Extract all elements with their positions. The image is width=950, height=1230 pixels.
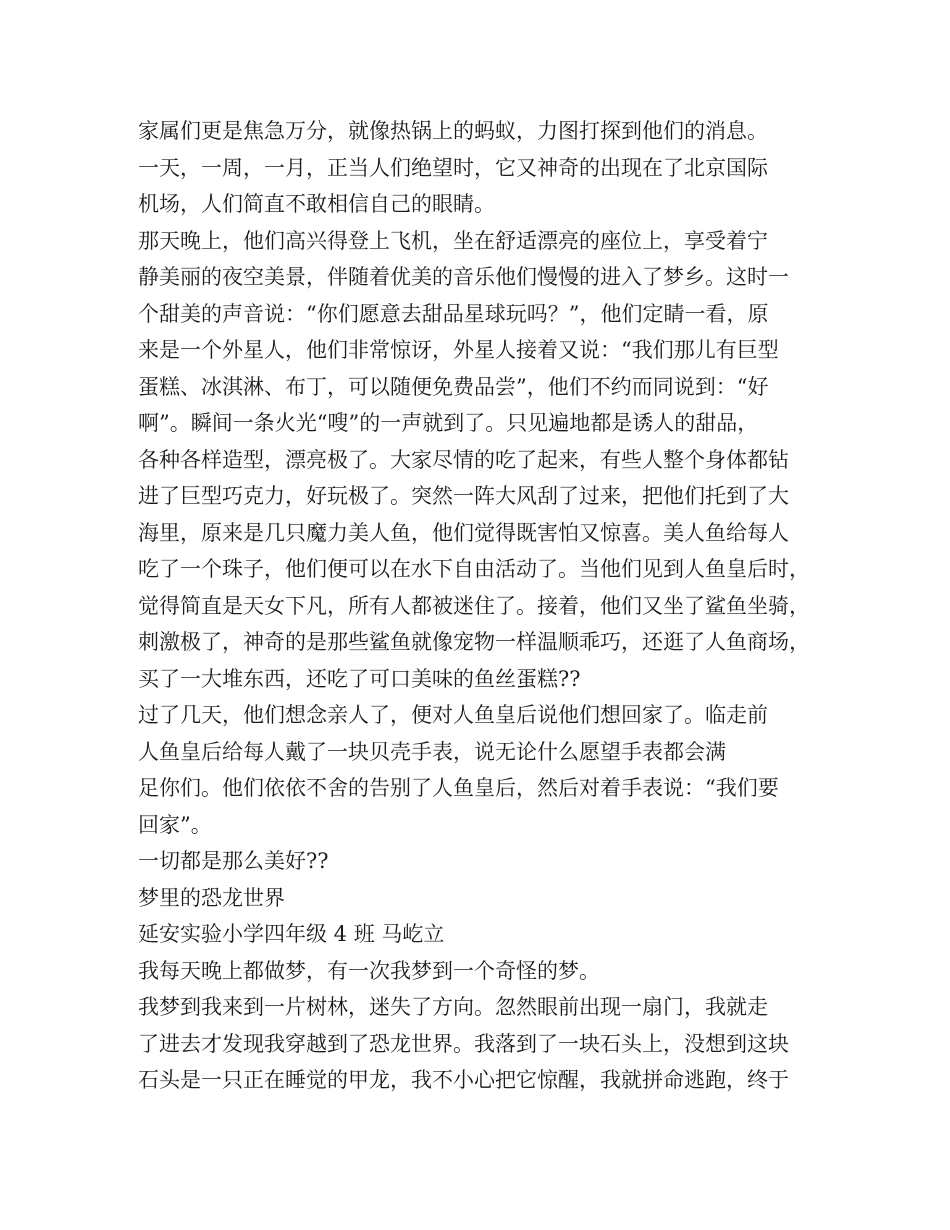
text-line: 进了巨型巧克力，好玩极了。突然一阵大风刮了过来，把他们托到了大 (138, 484, 789, 508)
text-line: 一切都是那么美好?? (138, 849, 329, 873)
text-line: 石头是一只正在睡觉的甲龙，我不小心把它惊醒，我就拼命逃跑，终于 (138, 1068, 789, 1092)
text-line: 家属们更是焦急万分，就像热锅上的蚂蚁，力图打探到他们的消息。 (138, 119, 768, 143)
text-line: 那天晚上，他们高兴得登上飞机，坐在舒适漂亮的座位上，享受着宁 (138, 228, 768, 253)
text-line: 刺激极了，神奇的是那些鲨鱼就像宠物一样温顺乖巧，还逛了人鱼商场， (138, 630, 810, 654)
text-line: 我梦到我来到一片树林，迷失了方向。忽然眼前出现一扇门，我就走 (138, 995, 768, 1019)
text-line: 个甜美的声音说：“你们愿意去甜品星球玩吗？”，他们定睛一看，原 (138, 301, 769, 326)
section-title: 梦里的恐龙世界 (138, 885, 285, 910)
text-line: 人鱼皇后给每人戴了一块贝壳手表，说无论什么愿望手表都会满 (138, 739, 726, 764)
text-line: 机场，人们简直不敢相信自己的眼睛。 (138, 192, 495, 216)
text-line: 啊”。瞬间一条火光“嗖”的一声就到了。只见遍地都是诱人的甜品， (138, 411, 759, 435)
document-body (138, 113, 838, 1099)
text-line: 吃了一个珠子，他们便可以在水下自由活动了。当他们见到人鱼皇后时， (138, 557, 810, 581)
text-line: 足你们。他们依依不舍的告别了人鱼皇后，然后对着手表说：“我们要 (138, 776, 779, 800)
text-line: 海里，原来是几只魔力美人鱼，他们觉得既害怕又惊喜。美人鱼给每人 (138, 520, 789, 545)
text-line: 了进去才发现我穿越到了恐龙世界。我落到了一块石头上，没想到这块 (138, 1031, 789, 1056)
author-line: 延安实验小学四年级 4 班 马屹立 (138, 922, 445, 946)
text-line: 我每天晚上都做梦，有一次我梦到一个奇怪的梦。 (138, 958, 600, 983)
text-line: 一天，一周，一月，正当人们绝望时，它又神奇的出现在了北京国际 (138, 155, 768, 180)
text-line: 觉得简直是天女下凡，所有人都被迷住了。接着，他们又坐了鲨鱼坐骑， (138, 593, 810, 618)
text-line: 各种各样造型，漂亮极了。大家尽情的吃了起来，有些人整个身体都钻 (138, 447, 789, 472)
text-line: 静美丽的夜空美景，伴随着优美的音乐他们慢慢的进入了梦乡。这时一 (138, 265, 789, 289)
text-line: 回家”。 (138, 812, 212, 837)
text-line: 买了一大堆东西，还吃了可口美味的鱼丝蛋糕?? (138, 666, 581, 691)
text-line: 过了几天，他们想念亲人了，便对人鱼皇后说他们想回家了。临走前 (138, 703, 768, 727)
text-line: 来是一个外星人，他们非常惊讶，外星人接着又说：“我们那儿有巨型 (138, 338, 779, 362)
text-line: 蛋糕、冰淇淋、布丁，可以随便免费品尝”，他们不约而同说到：“好 (138, 374, 769, 399)
